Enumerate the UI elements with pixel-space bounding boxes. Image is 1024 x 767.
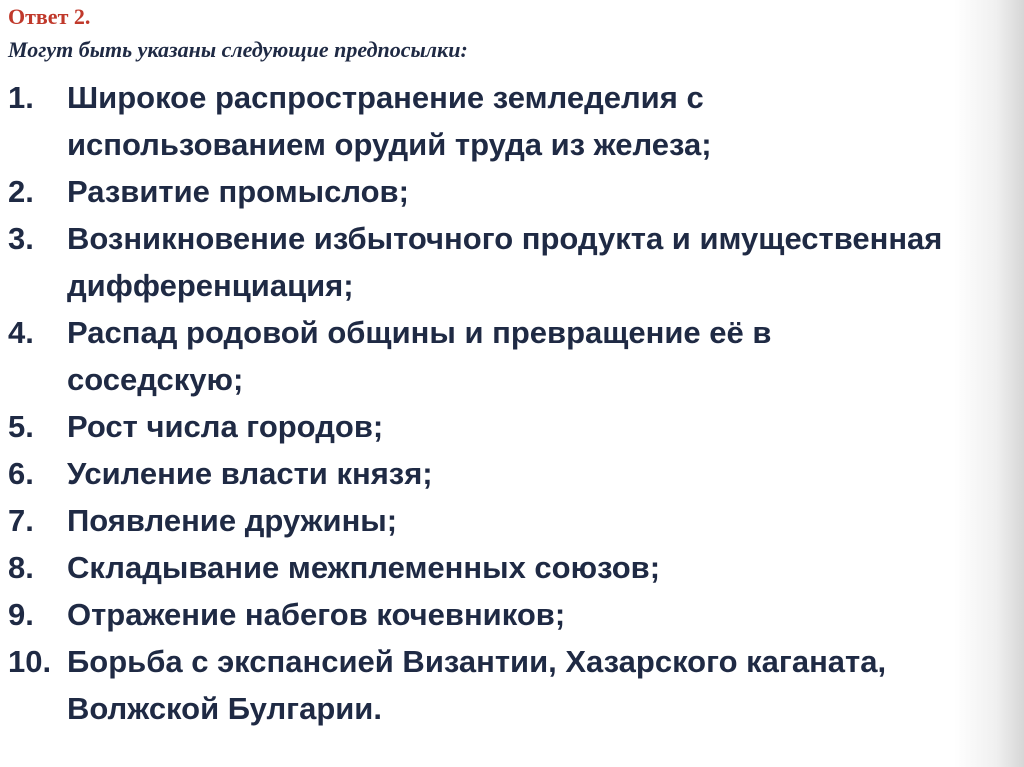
item-number: 2. xyxy=(8,174,34,209)
prerequisites-subtitle: Могут быть указаны следующие предпосылки: xyxy=(8,37,468,62)
item-number: 4. xyxy=(8,315,34,350)
list-item xyxy=(0,497,950,544)
item-text: Борьба с экспансией Византии, Хазарского каганата, Волжской Булгарии. xyxy=(67,644,887,726)
item-text: Складывание межплеменных союзов; xyxy=(67,550,661,585)
list-item xyxy=(0,168,950,215)
list-item xyxy=(0,544,950,591)
list-item xyxy=(0,74,950,168)
page-curl-shadow xyxy=(954,0,1024,767)
item-text: Распад родовой общины и превращение её в соседскую; xyxy=(67,315,772,397)
item-text: Отражение набегов кочевников; xyxy=(67,597,566,632)
list-item xyxy=(0,591,950,638)
list-item xyxy=(0,450,950,497)
answer-title: Ответ 2. xyxy=(8,4,91,29)
list-item xyxy=(0,638,950,732)
item-number: 8. xyxy=(8,550,34,585)
list-item xyxy=(0,403,950,450)
item-number: 5. xyxy=(8,409,34,444)
item-number: 10. xyxy=(8,644,52,679)
item-number: 9. xyxy=(8,597,34,632)
item-text: Усиление власти князя; xyxy=(67,456,433,491)
item-number: 6. xyxy=(8,456,34,491)
item-text: Рост числа городов; xyxy=(67,409,384,444)
item-text: Возникновение избыточного продукта и имущественная дифференциация; xyxy=(67,221,943,303)
list-item xyxy=(0,215,950,309)
item-number: 3. xyxy=(8,221,34,256)
item-text: Появление дружины; xyxy=(67,503,398,538)
item-number: 1. xyxy=(8,80,34,115)
item-text: Широкое распространение земледелия с использованием орудий труда из железа; xyxy=(67,80,712,162)
prerequisites-list xyxy=(0,74,950,732)
list-item xyxy=(0,309,950,403)
item-text: Развитие промыслов; xyxy=(67,174,409,209)
item-number: 7. xyxy=(8,503,34,538)
